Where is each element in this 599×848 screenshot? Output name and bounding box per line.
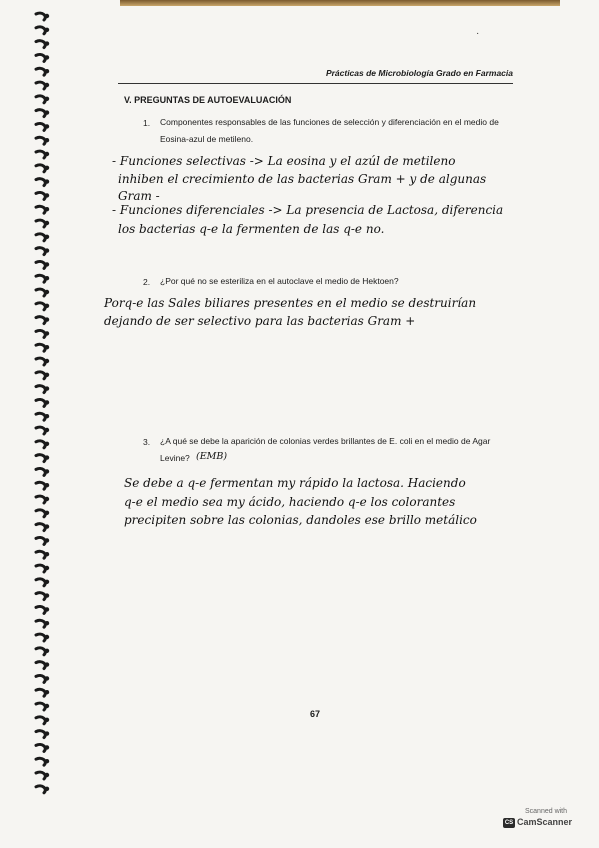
spiral-coil [36, 13, 45, 20]
spiral-coil [36, 82, 45, 89]
spiral-hole [45, 511, 49, 515]
spiral-coil [36, 703, 45, 710]
question-3-line-2: Levine? [160, 453, 190, 463]
spiral-hole [45, 428, 49, 432]
spiral-coil [36, 772, 45, 779]
watermark-caption: Scanned with [524, 808, 568, 815]
spiral-coil [36, 192, 45, 199]
spiral-hole [45, 304, 49, 308]
spiral-hole [45, 152, 49, 156]
spiral-coil [36, 537, 45, 544]
spiral-hole [45, 207, 49, 211]
spiral-coil [36, 662, 45, 669]
spiral-coil [36, 731, 45, 738]
spiral-coil [36, 606, 45, 613]
spiral-coil [36, 717, 45, 724]
spiral-hole [45, 731, 49, 735]
scanner-watermark [503, 808, 589, 838]
spiral-hole [45, 621, 49, 625]
spiral-coil [36, 179, 45, 186]
answer-1-line-5: los bacterias q-e la fermenten de las q-e no. [118, 222, 385, 236]
spiral-hole [45, 290, 49, 294]
spiral-coil [36, 468, 45, 475]
page-number: 67 [310, 709, 321, 719]
spiral-coil [36, 289, 45, 296]
spiral-hole [45, 179, 49, 183]
spiral-hole [45, 469, 49, 473]
spiral-hole [45, 400, 49, 404]
spiral-hole [45, 593, 49, 597]
spiral-coil [36, 551, 45, 558]
spiral-coil [36, 413, 45, 420]
spiral-hole [45, 662, 49, 666]
spiral-hole [45, 235, 49, 239]
running-header: Prácticas de Microbiología Grado en Farmacia [325, 68, 513, 78]
spiral-hole [45, 538, 49, 542]
spiral-hole [45, 718, 49, 722]
spiral-hole [45, 276, 49, 280]
spiral-coil [36, 123, 45, 130]
spiral-hole [45, 373, 49, 377]
spiral-hole [45, 386, 49, 390]
camscanner-logo-icon: CS [504, 819, 514, 826]
spiral-hole [45, 359, 49, 363]
answer-1-line-2: inhiben el crecimiento de las bacterias Gram + y de algunas [118, 172, 487, 186]
spiral-coil [36, 248, 45, 255]
spiral-coil [36, 330, 45, 337]
spiral-coil [36, 399, 45, 406]
spiral-coil [36, 27, 45, 34]
answer-2-line-1: Porq-e las Sales biliares presentes en el medio se destruirían [104, 296, 477, 310]
spiral-coil [36, 110, 45, 117]
spiral-coil [36, 427, 45, 434]
spiral-coil [36, 344, 45, 351]
spiral-hole [45, 635, 49, 639]
spiral-hole [45, 221, 49, 225]
spiral-coil [36, 303, 45, 310]
spiral-hole [45, 483, 49, 487]
answer-1-line-4: - Funciones diferenciales -> La presencia de Lactosa, diferencia [112, 203, 504, 217]
spiral-hole [45, 676, 49, 680]
spiral-coil [36, 275, 45, 282]
question-3-line-1: ¿A qué se debe la aparición de colonias verdes brillantes de E. coli en el medio de Agar [160, 436, 491, 446]
spiral-coil [36, 593, 45, 600]
spiral-hole [45, 524, 49, 528]
spiral-hole [45, 345, 49, 349]
spiral-hole [45, 497, 49, 501]
spiral-hole [45, 317, 49, 321]
spiral-coil [36, 675, 45, 682]
spiral-coil [36, 786, 45, 793]
spiral-coil [36, 482, 45, 489]
section-title: V. PREGUNTAS DE AUTOEVALUACIÓN [124, 95, 292, 105]
spiral-hole [45, 745, 49, 749]
spiral-coil [36, 317, 45, 324]
spiral-hole [45, 580, 49, 584]
spiral-coil [36, 358, 45, 365]
spiral-hole [45, 649, 49, 653]
answer-3-line-3: precipiten sobre las colonias, dandoles ese brillo metálico [124, 513, 477, 527]
spiral-coil [36, 441, 45, 448]
spiral-coil [36, 524, 45, 531]
spiral-coil [36, 565, 45, 572]
spiral-hole [45, 704, 49, 708]
spiral-hole [45, 690, 49, 694]
stray-mark: · [476, 28, 480, 39]
spiral-coil [36, 234, 45, 241]
spiral-hole [45, 41, 49, 45]
question-1-line-1: Componentes responsables de las funciones de selección y diferenciación en el medio de [160, 117, 499, 127]
spiral-coil [36, 372, 45, 379]
answer-2-line-2: dejando de ser selectivo para las bacterias Gram + [104, 314, 416, 328]
spiral-coil [36, 41, 45, 48]
spiral-hole [45, 138, 49, 142]
spiral-hole [45, 97, 49, 101]
spiral-hole [45, 193, 49, 197]
spiral-coil [36, 510, 45, 517]
spiral-hole [45, 262, 49, 266]
spiral-coil [36, 648, 45, 655]
spiral-coil [36, 206, 45, 213]
spiral-coil [36, 96, 45, 103]
answer-3-line-2: q-e el medio sea my ácido, haciendo q-e los colorantes [124, 495, 456, 509]
spiral-hole [45, 69, 49, 73]
spiral-binding [0, 0, 70, 800]
notebook-edge [120, 0, 560, 6]
spiral-coil [36, 151, 45, 158]
spiral-hole [45, 552, 49, 556]
spiral-coil [36, 261, 45, 268]
question-2-number: 2. [143, 277, 151, 287]
spiral-coil [36, 758, 45, 765]
spiral-hole [45, 83, 49, 87]
spiral-coil [36, 137, 45, 144]
spiral-hole [45, 166, 49, 170]
spiral-coil [36, 68, 45, 75]
spiral-hole [45, 331, 49, 335]
answer-3-line-1: Se debe a q-e fermentan my rápido la lactosa. Haciendo [124, 476, 466, 490]
question-1-line-2: Eosina-azul de metileno. [160, 134, 254, 144]
watermark-brand [503, 817, 589, 828]
spiral-hole [45, 442, 49, 446]
spiral-hole [45, 28, 49, 32]
spiral-coil [36, 620, 45, 627]
watermark-brand-name: CamScanner [517, 817, 573, 827]
spiral-hole [45, 773, 49, 777]
spiral-hole [45, 110, 49, 114]
header-rule [118, 83, 513, 84]
spiral-coil [36, 165, 45, 172]
spiral-coil [36, 455, 45, 462]
spiral-coil [36, 579, 45, 586]
spiral-coil [36, 496, 45, 503]
spiral-coil [36, 386, 45, 393]
answer-1-line-1: - Funciones selectivas -> La eosina y el azúl de metileno [112, 154, 456, 168]
spiral-hole [45, 14, 49, 18]
spiral-coil [36, 54, 45, 61]
question-1-number: 1. [143, 118, 151, 128]
spiral-coil [36, 689, 45, 696]
spiral-hole [45, 759, 49, 763]
spiral-hole [45, 787, 49, 791]
spiral-coil [36, 634, 45, 641]
spiral-hole [45, 455, 49, 459]
spiral-coil [36, 744, 45, 751]
spiral-hole [45, 566, 49, 570]
question-2-line-1: ¿Por qué no se esteriliza en el autoclave el medio de Hektoen? [160, 276, 399, 286]
spiral-hole [45, 124, 49, 128]
spiral-hole [45, 55, 49, 59]
spiral-hole [45, 248, 49, 252]
answer-1-line-3: Gram - [118, 189, 160, 203]
question-3-number: 3. [143, 437, 151, 447]
spiral-hole [45, 607, 49, 611]
question-3-handwritten-note: (EMB) [196, 451, 228, 462]
spiral-coil [36, 220, 45, 227]
spiral-hole [45, 414, 49, 418]
